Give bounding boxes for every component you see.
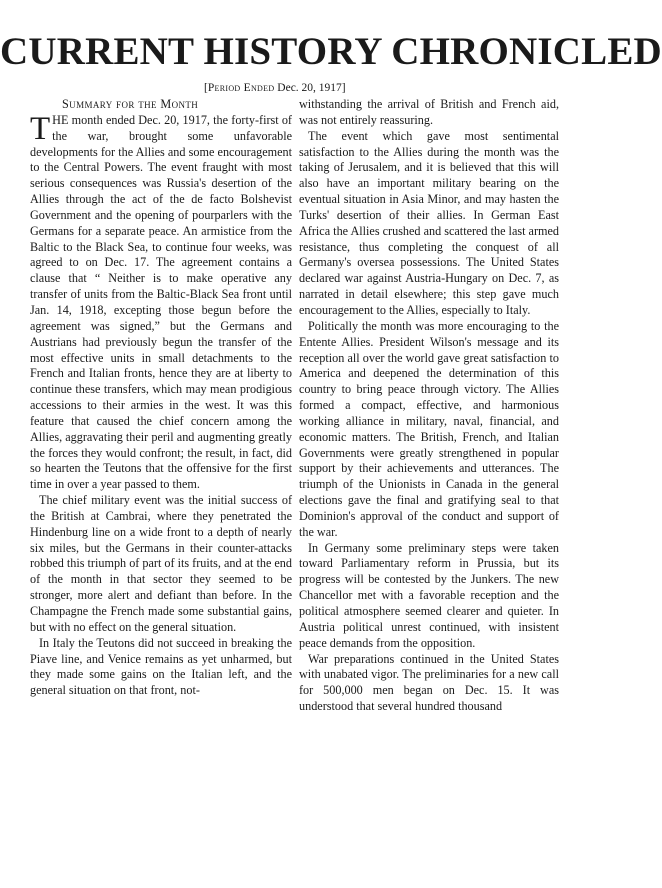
paragraph: Politically the month was more encouraging to the Entente Allies. President Wilson's message and its reception all over the world gave great satisfaction to America and deepened the determination of this country to bring peace through victory. The Allies formed a compact, effective, and harmonious working alliance in military, naval, financial, and economic matters. The British, French, and Italian Governments were greatly strengthened in popular support by their achievements and utterances. The triumph of the Unionists in Canada in the general elections gave the final and gratifying seal to that Dominion's approval of the conduct and support of the war.: [299, 318, 559, 539]
paragraph-continued: withstanding the arrival of British and French aid, was not entirely reassuring.: [299, 97, 559, 127]
dateline-date: Dec. 20, 1917]: [277, 82, 346, 94]
dateline-label: Period Ended: [207, 82, 275, 94]
dateline-bracket: [: [204, 82, 208, 94]
paragraph-text: HE month ended Dec. 20, 1917, the forty-first of the war, brought some unfavorable developments for the Allies and some encouragement to the Central Powers. The event fraught with most serious consequences was Russia's desertion of the Allies through the act of the de facto Bolshevist Government and the opening of pourparlers with the Germans for a separate peace. An armistice from the Baltic to the Black Sea, to continue four weeks, was agreed to on Dec. 17. The agreement contains a clause that “ Neither is to make operative any transfer of units from the Baltic-Black Sea front until Jan. 14, 1918, excepting those begun before the agreement was signed,” but the Germans and Austrians had previously begun the transfer of the most effective units in small detachments to the French and Italian fronts, hence they are at liberty to continue these transfers, which may mean prodigious accessions to their armies in the west. It was this feature that caused the chief concern among the Allies, aggravating their peril and augmenting greatly the forces they would confront; the result, in fact, did so hearten the Teutons that the offensive for the first time in over a year passed to them.: [30, 112, 292, 492]
paragraph: The chief military event was the initial success of the British at Cambrai, where they penetrated the Hindenburg line on a wide front to a depth of nearly six miles, but the Germans in their counter-attacks robbed this triumph of part of its fruits, and at the end of the month in that sector they seemed to be stronger, more alert and defiant than before. In the Champagne the French made some substantial gains, but with no effect on the general situation.: [30, 493, 292, 634]
paragraph: The event which gave most sentimental satisfaction to the Allies during the month was the taking of Jerusalem, and it is believed that this will also have an important military bearing on the eventual situation in Asia Minor, and may hasten the Turks' desertion of their allies. In German East Africa the Allies crushed and scattered the last armed resistance, thus completing the conquest of all Germany's oversea possessions. The United States declared war against Austria-Hungary on Dec. 7, as narrated in detail elsewhere; this step gave much encouragement to the Allies, especially to Italy.: [299, 128, 559, 317]
masthead-title: CURRENT HISTORY CHRONICLED: [0, 30, 662, 73]
section-heading: Summary for the Month: [62, 97, 199, 111]
paragraph: In Italy the Teutons did not succeed in breaking the Piave line, and Venice remains as yet unharmed, but they made some gains on the Italian left, and the general situation on that front, not-: [30, 635, 292, 698]
drop-cap: T: [30, 110, 51, 147]
paragraph: War preparations continued in the United States with unabated vigor. The preliminaries for a new call for 500,000 men began on Dec. 15. It was understood that several hundred thousand: [299, 651, 559, 714]
right-column: [299, 97, 559, 715]
paragraph: [30, 110, 292, 493]
left-column: [30, 97, 292, 699]
paragraph: In Germany some preliminary steps were taken toward Parliamentary reform in Prussia, but its progress will be contested by the Junkers. The new Chancellor met with a favorable reception and the political atmosphere seemed clearer and quieter. In Austria political unrest continued, with insistent peace demands from the opposition.: [299, 540, 559, 650]
period-dateline: [204, 80, 346, 96]
